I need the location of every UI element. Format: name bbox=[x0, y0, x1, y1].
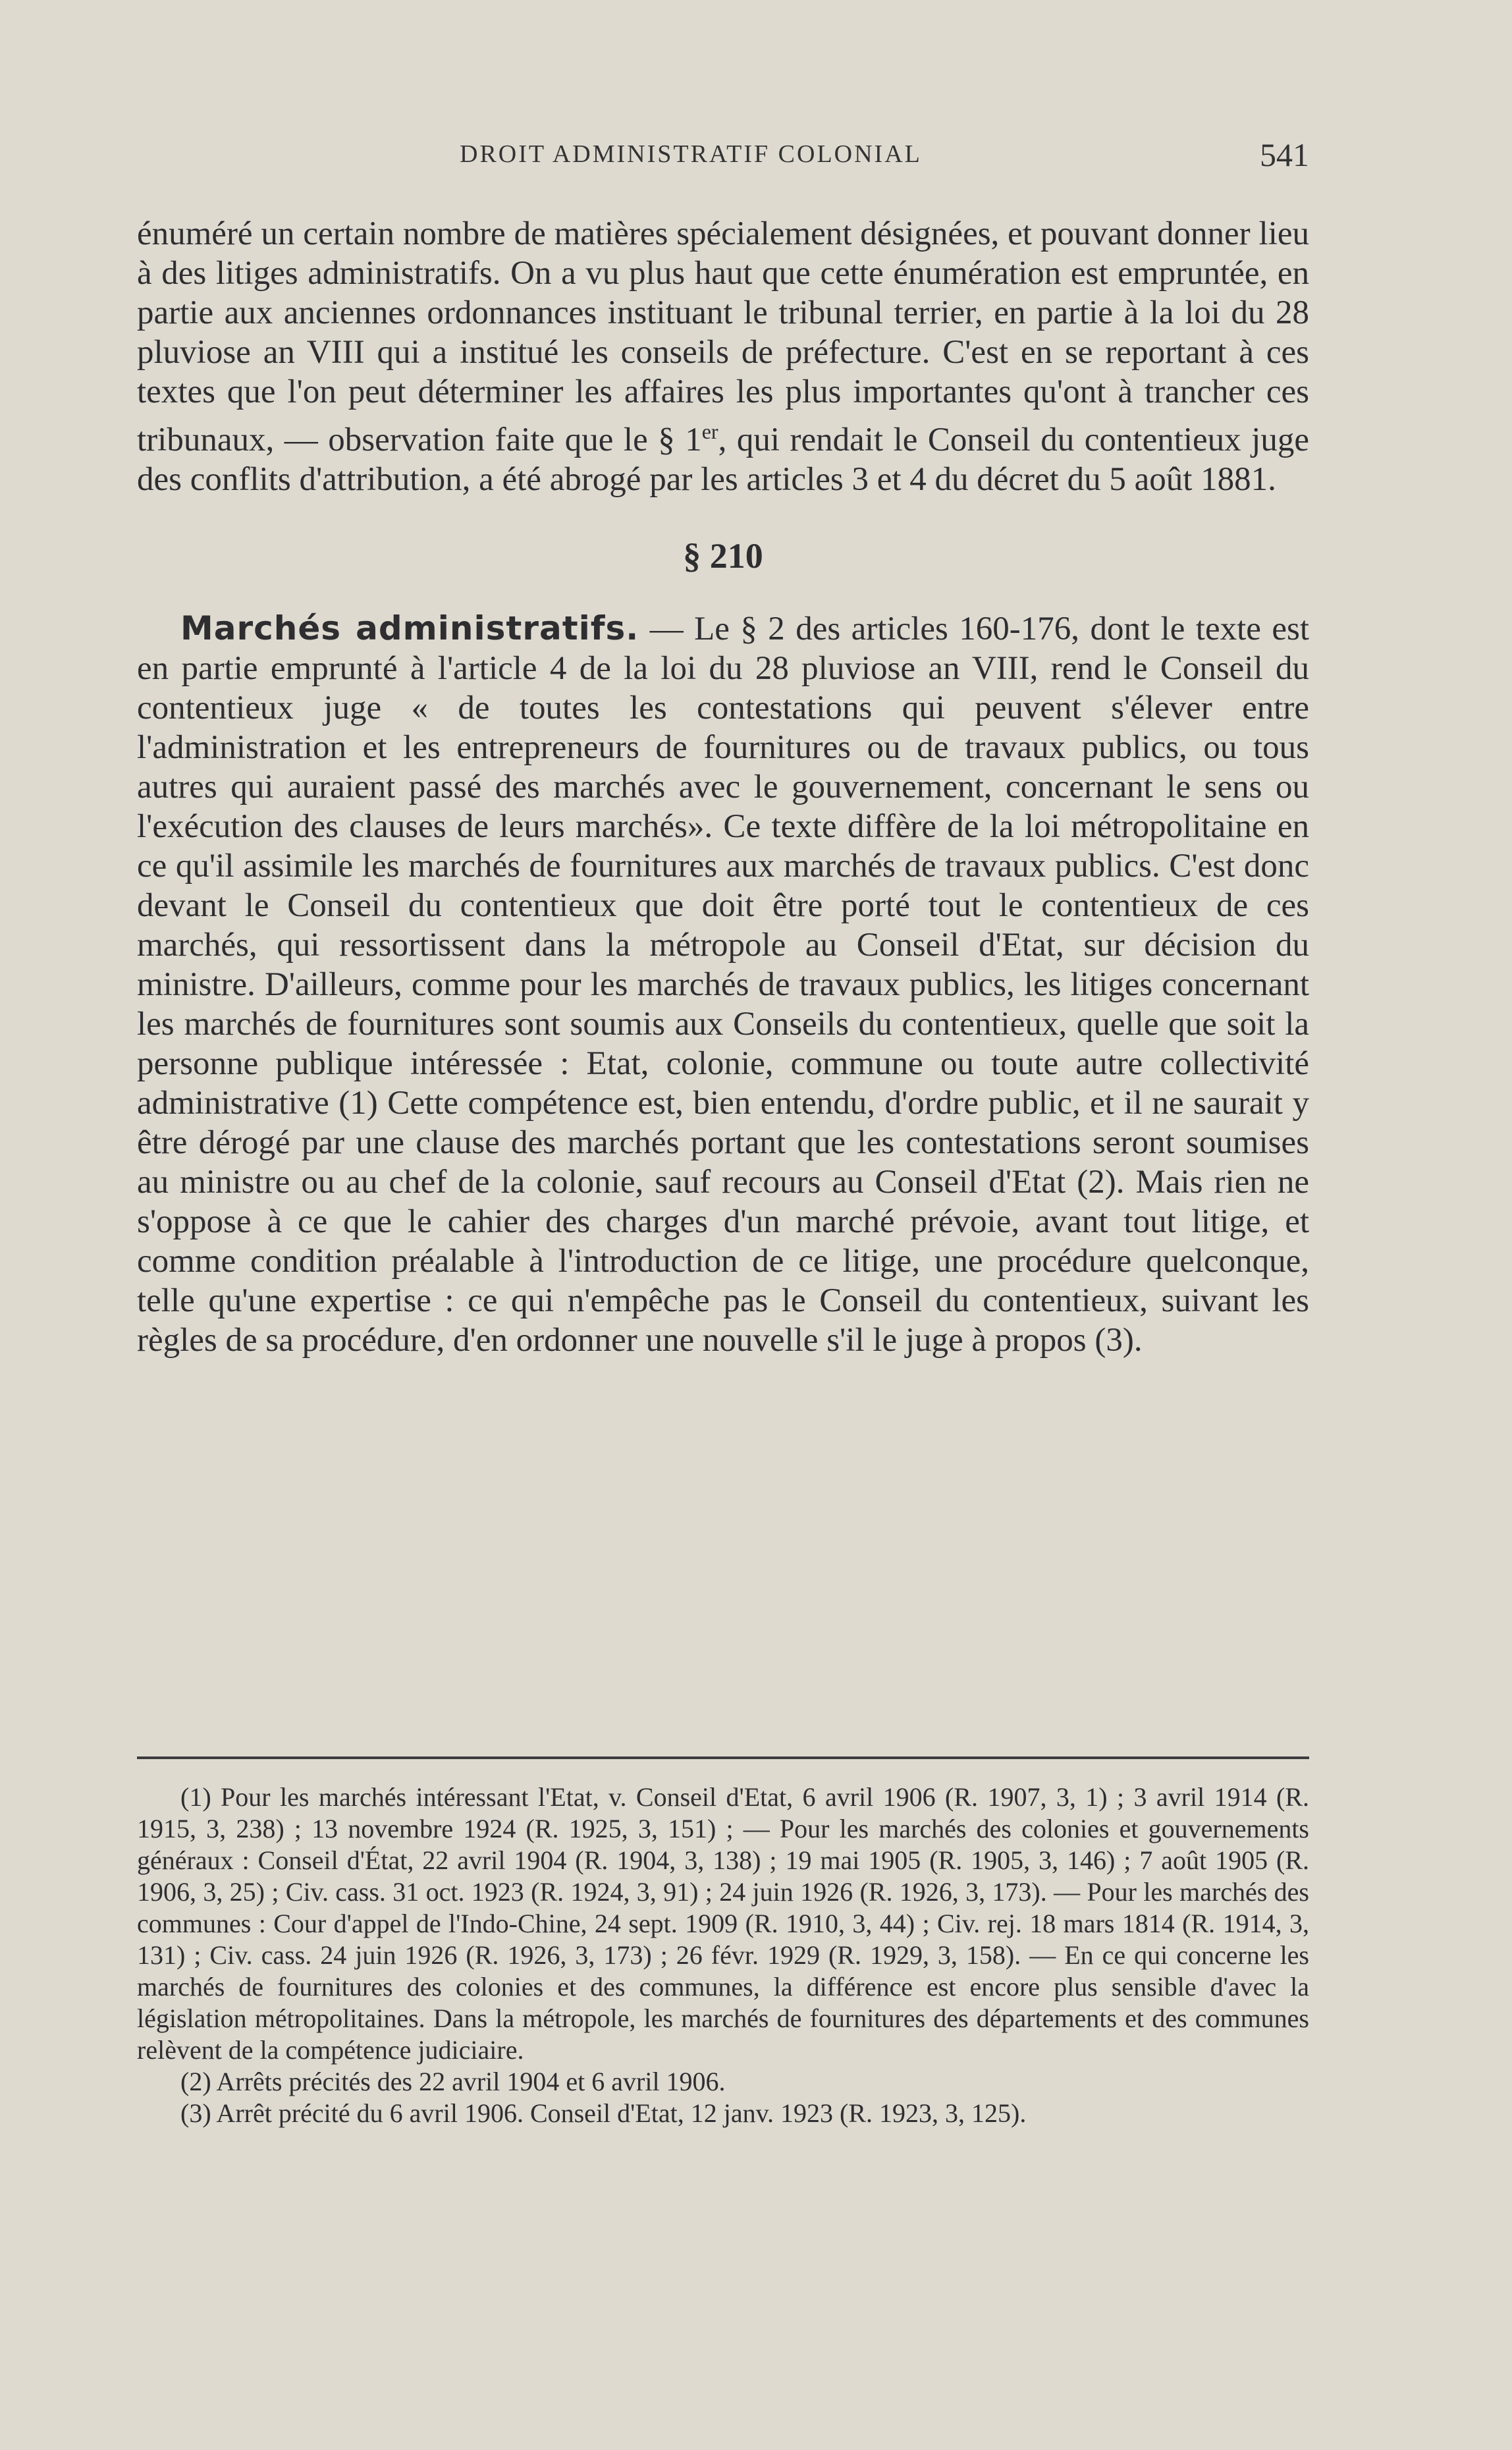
footnote-separator bbox=[137, 1756, 1309, 1759]
footnote-2: (2) Arrêts précités des 22 avril 1904 et 6 avril 1906. bbox=[180, 2067, 726, 2096]
section-heading: § 210 bbox=[683, 536, 763, 576]
footnotes bbox=[137, 1782, 1309, 2129]
ordinal-superscript: er bbox=[701, 420, 718, 443]
paragraph-marches-administratifs bbox=[137, 609, 1309, 1360]
running-title: DROIT ADMINISTRATIF COLONIAL bbox=[460, 140, 922, 168]
page-header bbox=[137, 136, 1309, 179]
paragraph-body: — Le § 2 des articles 160-176, dont le texte est en partie emprunté à l'article 4 de la loi du 28 pluviose an VIII, rend le Conseil du contentieux juge « de toutes les contestations qui peuvent s'élever entre l'administration et les entrepreneurs de fournitures ou de travaux publics, ou tous autres qui auraient passé des marchés avec le gouvernement, concernant le sens ou l'exécution des clauses de leurs marchés». Ce texte diffère de la loi métropolitaine en ce qu'il assimile les marchés de fournitures aux marchés de travaux publics. C'est donc devant le Conseil du contentieux que doit être porté tout le contentieux de ces marchés, qui ressortissent dans la métropole au Conseil d'Etat, sur décision du ministre. D'ailleurs, comme pour les marchés de travaux publics, les litiges concernant les marchés de fournitures sont soumis aux Conseils du contentieux, quelle que soit la personne publique intéressée : Etat, colonie, commune ou toute autre collectivité administrative (1) Cette compétence est, bien entendu, d'ordre public, et il ne saurait y être dérogé par une clause des marchés portant que les contestations seront soumises au ministre ou au chef de la colonie, sauf recours au Conseil d'Etat (2). Mais rien ne s'oppose à ce que le cahier des charges d'un marché prévoie, avant tout litige, et comme condition préalable à l'introduction de ce litige, une procédure quelconque, telle qu'une expertise : ce qui n'empêche pas le Conseil du contentieux, suivant les règles de sa procédure, d'en ordonner une nouvelle s'il le juge à propos (3). bbox=[137, 611, 1309, 1359]
paragraph-continued bbox=[137, 214, 1309, 499]
page-number: 541 bbox=[1260, 136, 1309, 173]
main-text bbox=[137, 214, 1309, 1360]
paragraph-text-end: , qui rendait le Conseil du contentieux juge des conflits d'attribution, a été abrogé par les articles 3 et 4 du décret du 5 août 1881. bbox=[137, 422, 1309, 498]
footnote-1: (1) Pour les marchés intéressant l'Etat, v. Conseil d'Etat, 6 avril 1906 (R. 1907, 3, 1) ; 3 avril 1914 (R. 1915, 3, 238) ; 13 novembre 1924 (R. 1925, 3, 151) ; — Pour les marchés des colonies et gouvernements généraux : Conseil d'État, 22 avril 1904 (R. 1904, 3, 138) ; 19 mai 1905 (R. 1905, 3, 146) ; 7 août 1905 (R. 1906, 3, 25) ; Civ. cass. 31 oct. 1923 (R. 1924, 3, 91) ; 24 juin 1926 (R. 1926, 3, 173). — Pour les marchés des communes : Cour d'appel de l'Indo-Chine, 24 sept. 1909 (R. 1910, 3, 44) ; Civ. rej. 18 mars 1814 (R. 1914, 3, 131) ; Civ. cass. 24 juin 1926 (R. 1926, 3, 173) ; 26 févr. 1929 (R. 1929, 3, 158). — En ce qui concerne les marchés de fournitures des colonies et des communes, la différence est encore plus sensible d'avec la législation métropolitaines. Dans la métropole, les marchés de fournitures des départements et des communes relèvent de la compétence judiciaire. bbox=[137, 1782, 1309, 2065]
footnote-3: (3) Arrêt précité du 6 avril 1906. Conseil d'Etat, 12 janv. 1923 (R. 1923, 3, 125). bbox=[180, 2098, 1027, 2128]
paragraph-lead: Marchés administratifs. bbox=[180, 609, 639, 647]
paragraph-text: énuméré un certain nombre de matières spécialement désignées, et pouvant donner lieu à des litiges administratifs. On a vu plus haut que cette énumération est empruntée, en partie aux anciennes ordonnances instituant le tribunal terrier, en partie à la loi du 28 pluviose an VIII qui a institué les conseils de préfecture. C'est en se reportant à ces textes que l'on peut déterminer les affaires les plus importantes qu'ont à trancher ces tribunaux, — observation faite que le § 1 bbox=[137, 215, 1309, 458]
